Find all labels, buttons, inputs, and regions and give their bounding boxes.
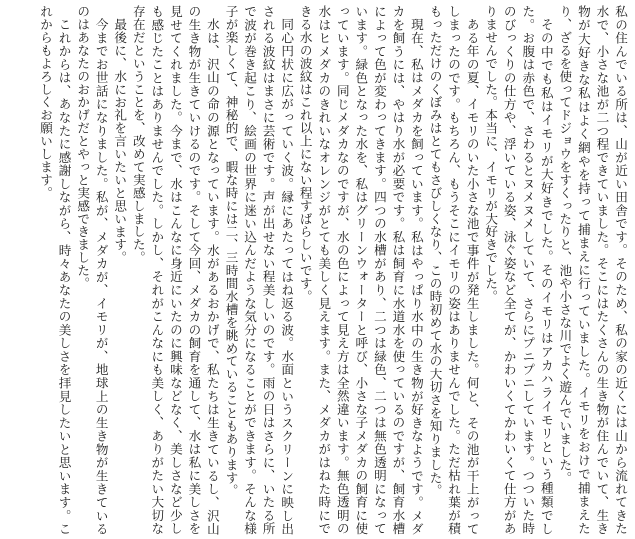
paragraph-medaka: 現在、私はメダカを飼っています。私はやっぱり水中の生き物が好きなようです。メダカを飼うには、やはり水が必要です。私は飼育に水道水を使っているのですが、飼育水槽によって色が変わってきます。四つの水槽があり、二つは緑色、二つは無色透明になっています。緑色となった水を、私はグリーンウォーターと呼び、小さな子メダカの飼育に使っています。同じメダカなのですが、水の色によって見え方は全然違います。無色透明の水はヒメダカのきれいなオレンジがとても美しく見えます。また、メダカがはねた時にできる水の波紋はこれ以上にない程すばらしいです。 <box>297 5 424 535</box>
essay-body <box>3 5 629 535</box>
paragraph-water-life: 水は、沢山の命の源となっています。水があるおかげで、私たちは生きているし、沢山の生き物が生きていけるのです。そして今回、メダカの飼育を通して、水は私に美しさを見せてくれました。今まで、水はこんなに身近にいたのに興味などなく、美しさなど少しも感じたことはありませんでした。しかし、それがこんなにも美しく、ありがたい大切な存在だということを、改めて実感しました。 <box>130 5 220 535</box>
paragraph-closing: これからは、あなたに感謝しながら、時々あなたの美しさを拝見したいと思います。これからもよろしくお願いします。 <box>38 5 72 535</box>
paragraph-ripples: 同心円状に広がっていく波。縁にあたってはね返る波。水面というスクリーンに映し出される波紋はまさに芸術です。声が出せない程美しいのです。雨の日はさらに、いたる所で波が巻き起こり、絵画の世界に迷い込んだような気分になることができます。そんな様子が楽しくて、神秘的で、暇な時には二、三時間水槽を眺めていることもあります。 <box>223 5 295 535</box>
paragraph-thanks: 最後に、水にお礼を言いたいと思います。 <box>112 17 128 264</box>
paragraph-dried-pond: ある年の夏、イモリのいた小さな池で事件が発生しました。何と、その池が干上がってしまったのです。もちろん、もうそこにイモリの姿はありませんでした。ただ枯れ葉が積もっただけのくぼみはとてもさびしくなり、この時初めて水の大切さを知りました。 <box>427 5 480 535</box>
paragraph-hometown: 私の住んでいる所は、山が近い田舎です。そのため、私の家の近くには山から流れてきた水で、小さな池が二つ程できていました。そこにはたくさんの生き物が住んでいて、生き物が大好きな私はよく網やを持って捕まえに行っていました。イモリをおけで捕まえたり、ざるを使ってドジョウをすくったりと、池や小さな川でよく遊んでいました。 <box>557 5 628 535</box>
paragraph-gratitude: 今までお世話になりました。私が、メダカが、イモリが、地球上の生き物が生きているのはあなたのおかげだとやっと実感できました。 <box>75 5 109 535</box>
paragraph-newt: その中でも私はイモリが大好きでした。そのイモリはアカハライモリという種類でした。お腹は赤色で、さわるとヌメヌメしていて、さらにプニプニしています。つついた時のびっくりの仕方や、浮いている姿、泳ぐ姿など全てが、かわいくてかわいくて仕方がありませんでした。本当に、イモリが大好きでした。 <box>483 5 554 535</box>
